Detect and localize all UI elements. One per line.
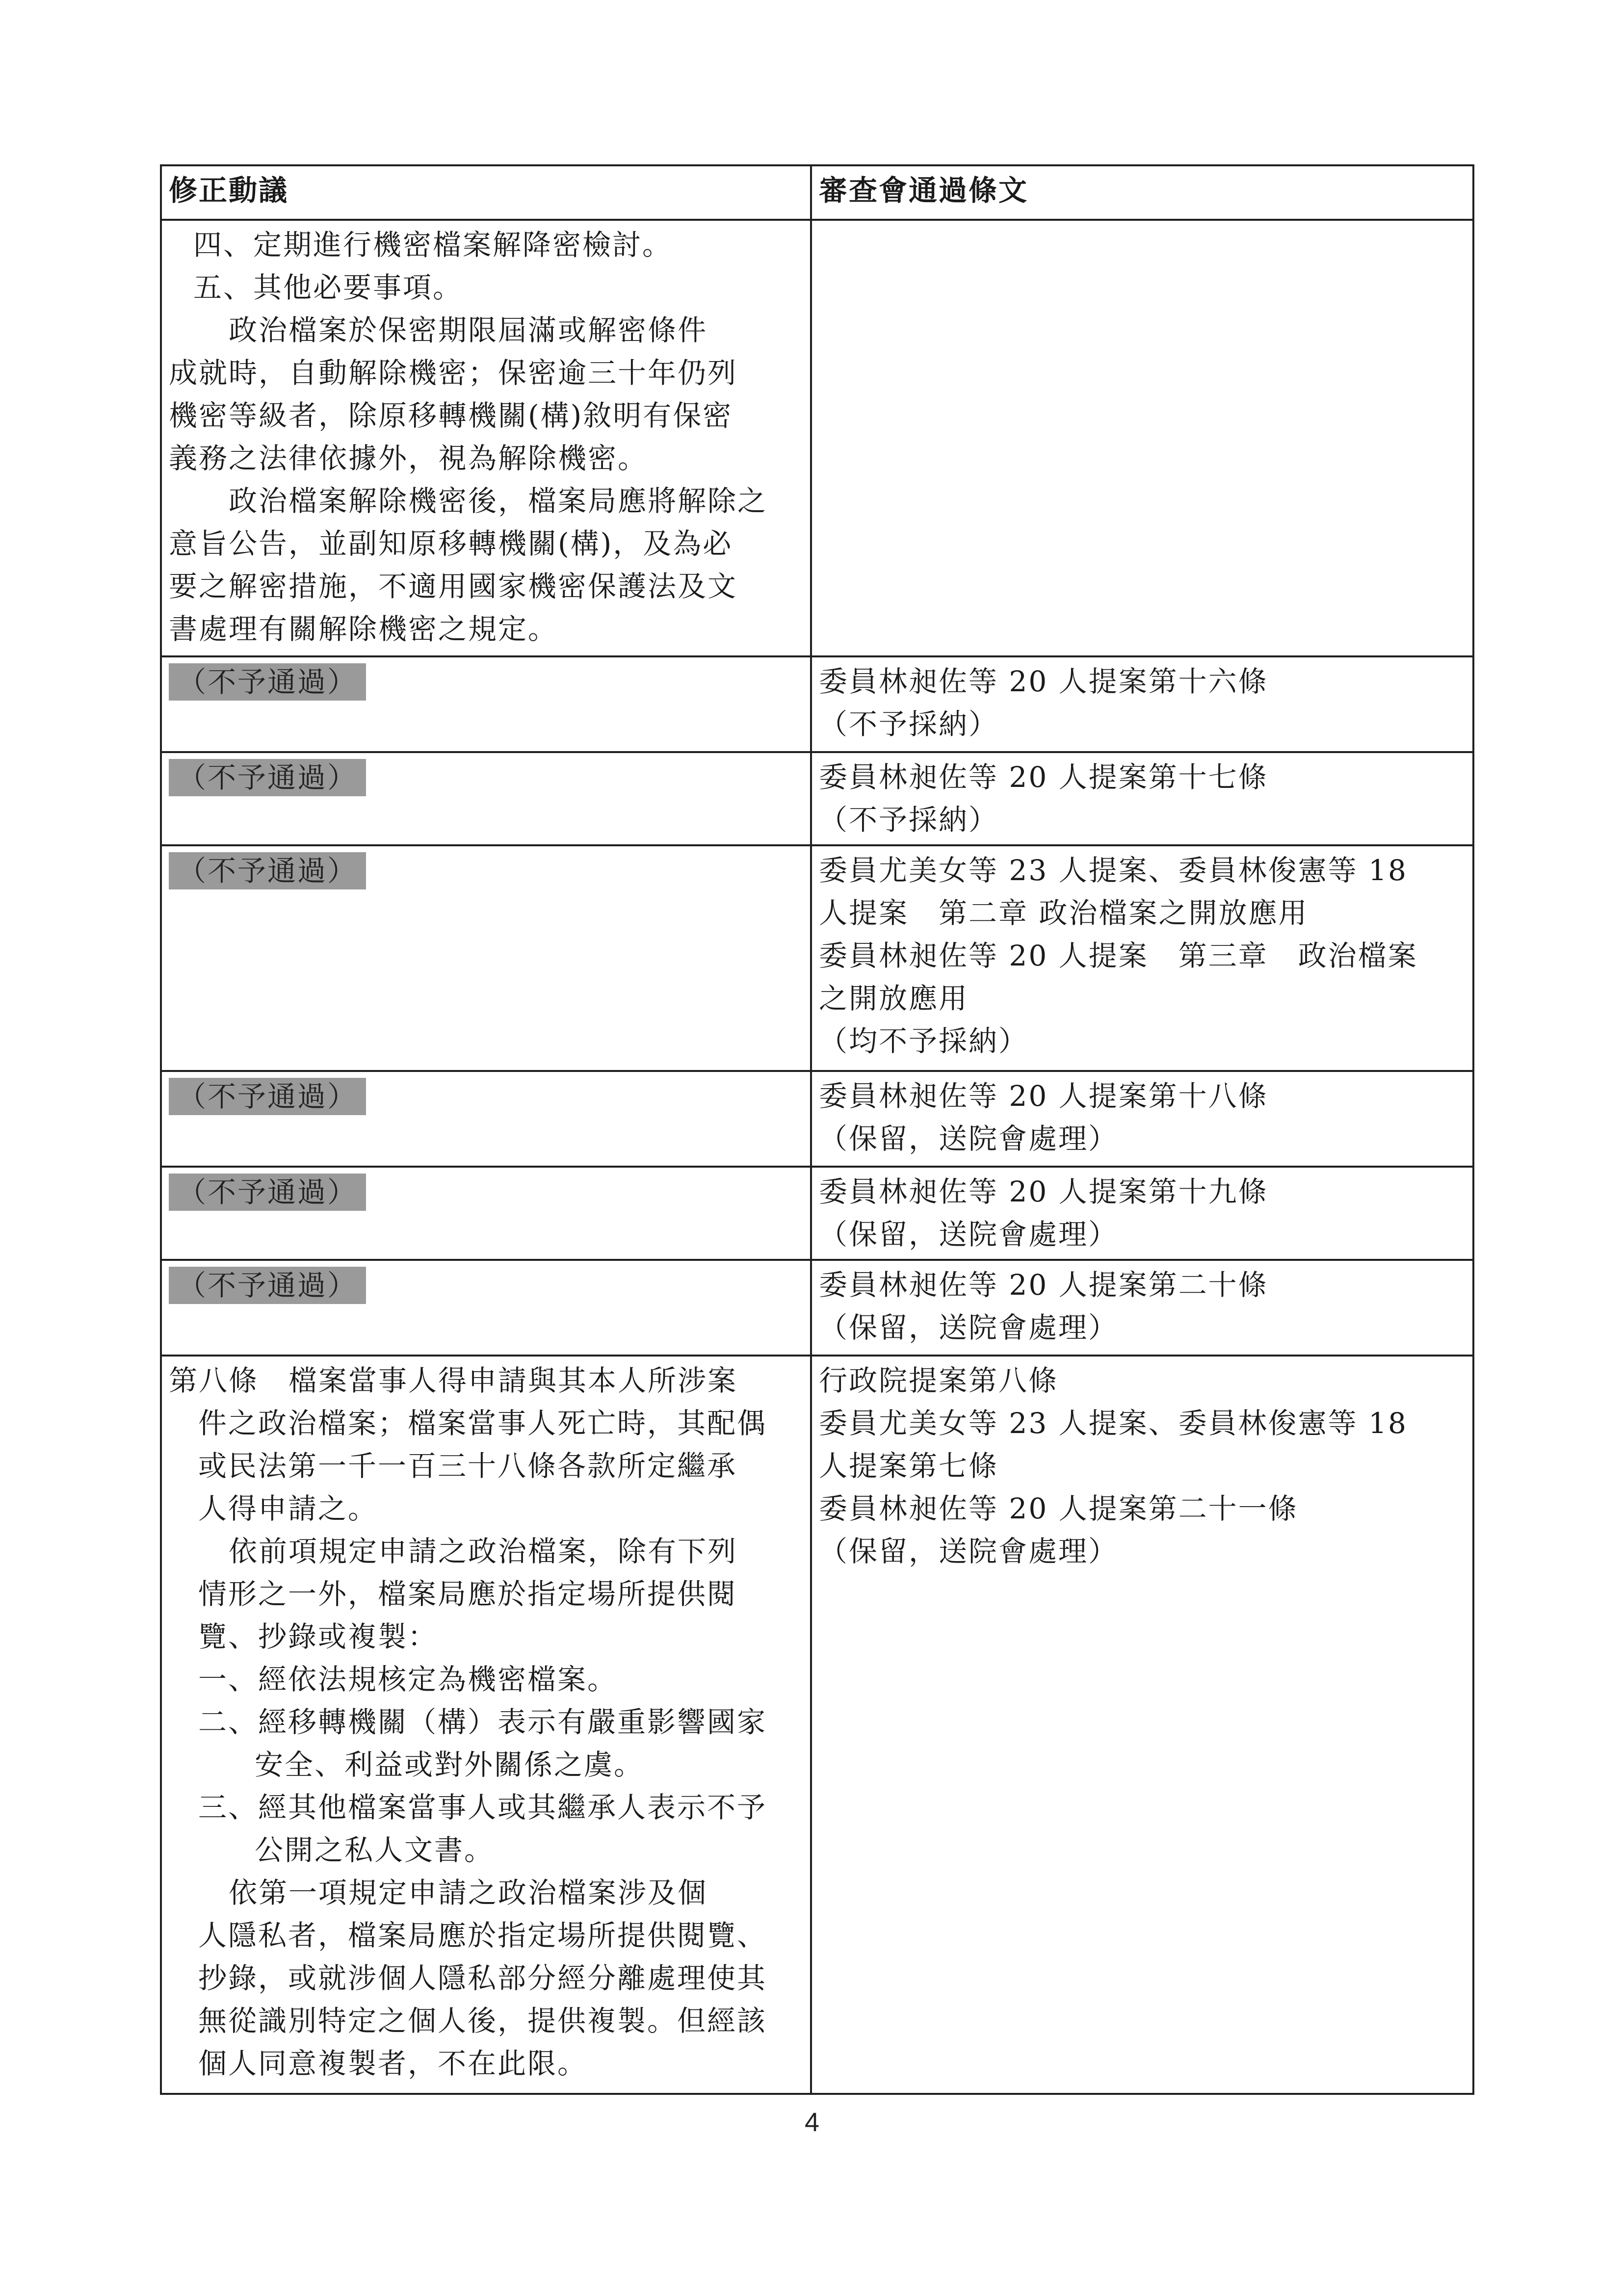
row8-right	[811, 1356, 1473, 2094]
text-line: 人隱私者，檔案局應於指定場所提供閱覽、	[198, 1919, 767, 1952]
text-line: 依前項規定申請之政治檔案，除有下列	[169, 1535, 738, 1568]
text-line: （保留，送院會處理）	[819, 1122, 1119, 1155]
text-line: （不予採納）	[819, 707, 999, 741]
text-line: 三、經其他檔案當事人或其繼承人表示不予	[198, 1791, 767, 1824]
text-line: 四、定期進行機密檔案解降密檢討。	[193, 228, 673, 261]
row7-right	[811, 1260, 1473, 1356]
row3-right	[811, 752, 1473, 845]
table-row	[161, 1071, 1473, 1167]
text-line: 委員林昶佐等 20 人提案第二十條	[819, 1268, 1268, 1302]
text-line: （均不予採納）	[819, 1024, 1029, 1058]
rejected-badge: （不予通過）	[169, 852, 366, 889]
row7-left	[161, 1260, 811, 1356]
rejected-badge: （不予通過）	[169, 663, 366, 701]
text-line: 第八條 檔案當事人得申請與其本人所涉案	[169, 1364, 738, 1397]
table-header-row	[161, 165, 1473, 220]
rejected-badge: （不予通過）	[169, 1174, 366, 1211]
table-row	[161, 845, 1473, 1071]
text-line: 二、經移轉機關（構）表示有嚴重影響國家	[198, 1705, 767, 1739]
text-line: 成就時，自動解除機密；保密逾三十年仍列	[169, 356, 738, 390]
text-line: 義務之法律依據外，視為解除機密。	[169, 442, 648, 475]
rejected-badge: （不予通過）	[169, 1267, 366, 1304]
text-line: 委員林昶佐等 20 人提案第十七條	[819, 760, 1268, 794]
text-line: 無從識別特定之個人後，提供複製。但經該	[198, 2004, 767, 2037]
text-line: 安全、利益或對外關係之虞。	[255, 1748, 644, 1781]
text-line: （不予採納）	[819, 803, 999, 836]
text-line: 委員林昶佐等 20 人提案第十八條	[819, 1079, 1268, 1113]
text-line: 件之政治檔案；檔案當事人死亡時，其配偶	[198, 1407, 767, 1440]
text-line: （保留，送院會處理）	[819, 1311, 1119, 1344]
table-row	[161, 656, 1473, 752]
text-line: 人提案第七條	[819, 1449, 999, 1483]
row4-left	[161, 845, 811, 1071]
text-line: 情形之一外，檔案局應於指定場所提供閱	[198, 1577, 737, 1611]
text-line: 政治檔案解除機密後，檔案局應將解除之	[169, 484, 768, 518]
text-line: 機密等級者，除原移轉機關(構)敘明有保密	[169, 399, 733, 432]
row6-left	[161, 1167, 811, 1260]
text-line: 公開之私人文書。	[255, 1833, 495, 1867]
table-row	[161, 220, 1473, 656]
row1-right	[811, 220, 1473, 656]
text-line: 一、經依法規核定為機密檔案。	[198, 1663, 618, 1696]
text-line: 之開放應用	[819, 982, 969, 1015]
table-row	[161, 1356, 1473, 2094]
text-line: 委員尤美女等 23 人提案、委員林俊憲等 18	[819, 854, 1408, 887]
text-line: 或民法第一千一百三十八條各款所定繼承	[198, 1449, 737, 1483]
text-line: 要之解密措施，不適用國家機密保護法及文	[169, 570, 738, 603]
row1-left	[161, 220, 811, 656]
text-line: 委員林昶佐等 20 人提案第十九條	[819, 1175, 1268, 1208]
comparison-table	[160, 164, 1474, 2095]
table-row	[161, 1167, 1473, 1260]
header-motion: 修正動議	[161, 165, 811, 220]
row3-left	[161, 752, 811, 845]
text-line: （保留，送院會處理）	[819, 1218, 1119, 1251]
text-line: 意旨公告，並副知原移轉機關(構)，及為必	[169, 527, 733, 560]
row2-left	[161, 656, 811, 752]
text-line: （保留，送院會處理）	[819, 1535, 1119, 1568]
text-line: 書處理有關解除機密之規定。	[169, 612, 558, 646]
text-line: 政治檔案於保密期限屆滿或解密條件	[169, 313, 708, 347]
text-line: 人得申請之。	[198, 1492, 378, 1525]
text-line: 人提案 第二章 政治檔案之開放應用	[819, 896, 1309, 930]
text-line: 覽、抄錄或複製：	[198, 1620, 438, 1653]
text-line: 五、其他必要事項。	[193, 271, 463, 304]
text-line: 委員尤美女等 23 人提案、委員林俊憲等 18	[819, 1407, 1408, 1440]
table-row	[161, 1260, 1473, 1356]
row2-right	[811, 656, 1473, 752]
text-line: 依第一項規定申請之政治檔案涉及個	[169, 1876, 708, 1909]
text-line: 個人同意複製者，不在此限。	[198, 2047, 588, 2080]
row4-right	[811, 845, 1473, 1071]
row5-right	[811, 1071, 1473, 1167]
row6-right	[811, 1167, 1473, 1260]
text-line: 委員林昶佐等 20 人提案第二十一條	[819, 1492, 1298, 1525]
text-line: 委員林昶佐等 20 人提案第十六條	[819, 665, 1268, 698]
row8-left	[161, 1356, 811, 2094]
rejected-badge: （不予通過）	[169, 759, 366, 796]
table-row	[161, 752, 1473, 845]
text-line: 委員林昶佐等 20 人提案 第三章 政治檔案	[819, 939, 1418, 972]
page-number: 4	[804, 2108, 820, 2137]
row5-left	[161, 1071, 811, 1167]
rejected-badge: （不予通過）	[169, 1078, 366, 1115]
text-line: 行政院提案第八條	[819, 1364, 1059, 1397]
text-line: 抄錄，或就涉個人隱私部分經分離處理使其	[198, 1961, 767, 1995]
header-passed-text: 審查會通過條文	[811, 165, 1473, 220]
